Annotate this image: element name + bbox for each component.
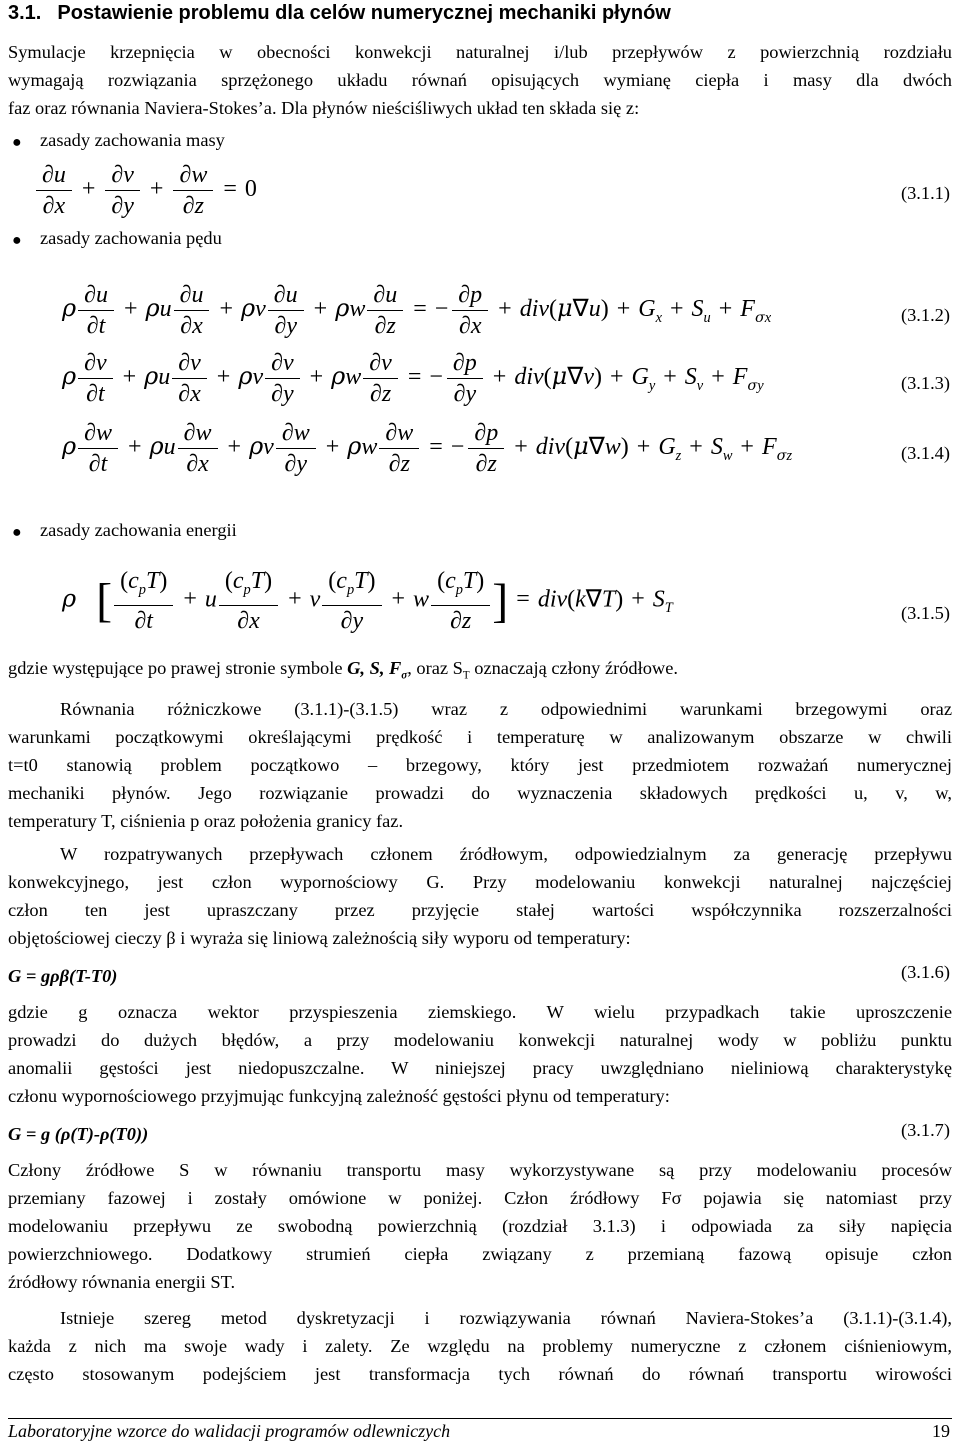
equation-number: (3.1.1) xyxy=(900,183,950,203)
section-number: 3.1. xyxy=(8,2,42,24)
paragraph-line: Istnieje szereg metod dyskretyzacji i rozwiązywania równań Naviera-Stokes’a (3.1.1)-(3.1.4), xyxy=(60,1308,952,1328)
bullet-mass: zasady zachowania masy xyxy=(40,130,225,150)
paragraph-line: przemiany fazowej i zostały omówione w poniżej. Człon źródłowy Fσ pojawia się natomiast przy xyxy=(8,1188,952,1208)
paragraph-line: anomalii gęstości jest niedopuszczalne. W niniejszej pracy uwzględniano nieliniową charakterystykę xyxy=(8,1058,952,1078)
source-terms-middle: , oraz S xyxy=(407,658,463,678)
paragraph-line: Równania różniczkowe (3.1.1)-(3.1.5) wraz z odpowiednimi warunkami brzegowymi oraz xyxy=(60,699,952,719)
bullet-energy: zasady zachowania energii xyxy=(40,520,237,540)
paragraph-line: człon ten jest upraszczany przez przyjęcie stałej wartości współczynnika rozszerzalności xyxy=(8,900,952,920)
paragraph-line: prowadzi do dużych błędów, a przy modelowaniu konwekcji naturalnej wody w pobliżu punktu xyxy=(8,1030,952,1050)
bullet-icon: ● xyxy=(12,524,22,541)
paragraph-line: powierzchniowego. Dodatkowy strumień ciepła związany z przemianą fazową opisuje człon xyxy=(8,1244,952,1264)
paragraph-line: objętościowej cieczy β i wyraża się liniową zależnością siły wyporu od temperatury: xyxy=(8,928,631,948)
paragraph-line: często stosowanym podejściem jest transformacja tych równań do równań transportu wirowości xyxy=(8,1364,952,1384)
section-title: Postawienie problemu dla celów numerycznej mechaniki płynów xyxy=(57,2,671,24)
paragraph-4 xyxy=(8,1156,952,1296)
source-terms-symbols: G, S, F xyxy=(347,658,402,678)
equation-momentum-y: ρ $\frac{\partial v}{\partial t}$ + ρu $\frac{\partial v}{\partial x}$ + ρv $\frac{\partial v}{\partial y}$ + ρw $\frac{\partial v}{\partial z}$ = − $\frac{\partial p}{\partial y}$ + $div(\mu\nabla v) + G_y + S_v + F_{\sigma y}$ xyxy=(62,350,764,407)
equation-buoyancy-linear: G = gρβ(T-T0) xyxy=(8,966,118,986)
footer-divider xyxy=(8,1418,952,1419)
equation-number: (3.1.5) xyxy=(900,603,950,623)
paragraph-line: W rozpatrywanych przepływach członem źródłowym, odpowiedzialnym za generację przepływu xyxy=(60,844,952,864)
bullet-icon: ● xyxy=(12,232,22,249)
source-terms-sigma: σ xyxy=(401,669,408,682)
equation-number: (3.1.4) xyxy=(900,443,950,463)
paragraph-line: źródłowy równania energii ST. xyxy=(8,1272,236,1292)
page-number: 19 xyxy=(932,1421,950,1441)
paragraph-line: członu wyporności​owego przyjmując funkcyjną zależność gęstości płynu od temperatury: xyxy=(8,1086,670,1106)
equation-number: (3.1.7) xyxy=(900,1120,950,1140)
bullet-icon: ● xyxy=(12,134,22,151)
equation-momentum-z: ρ $\frac{\partial w}{\partial t}$ + ρu $\frac{\partial w}{\partial x}$ + ρv $\frac{\partial w}{\partial y}$ + ρw $\frac{\partial w}{\partial z}$ = − $\frac{\partial p}{\partial z}$ + $div(\mu\nabla w) + G_z + S_w + F_{\sigma z}$ xyxy=(62,420,793,477)
paragraph-5 xyxy=(8,1304,952,1388)
paragraph-line: gdzie g oznacza wektor przyspieszenia ziemskiego. W wielu przypadkach takie uproszczenie xyxy=(8,1002,952,1022)
section-heading xyxy=(8,2,671,25)
footer-title: Laboratoryjne wzorce do walidacji programów odlewniczych xyxy=(8,1421,451,1441)
equation-continuity: $\frac{\partial u}{\partial x}$ + $\frac{\partial v}{\partial y}$ + $\frac{\partial w}{\partial z}$ = 0 xyxy=(34,160,257,221)
equation-number: (3.1.3) xyxy=(900,373,950,393)
intro-line: faz oraz równania Naviera-Stokes’a. Dla płynów nieściśliwych układ ten składa się z: xyxy=(8,98,640,118)
intro-line: Symulacje krzepnięcia w obecności konwekcji naturalnej i/lub przepływów z powierzchnią rozdziału xyxy=(8,42,952,62)
paragraph-line: t=t0 stanowią problem początkowo – brzegowy, który jest przedmiotem rozważań numerycznej xyxy=(8,755,952,775)
equation-momentum-x: ρ $\frac{\partial u}{\partial t}$ + ρu $\frac{\partial u}{\partial x}$ + ρv $\frac{\partial u}{\partial y}$ + ρw $\frac{\partial u}{\partial z}$ = − $\frac{\partial p}{\partial x}$ + $div(\mu\nabla u) + G_x + S_u + F_{\sigma x}$ xyxy=(62,282,772,339)
source-terms-sub: T xyxy=(462,669,470,682)
paragraph-2 xyxy=(8,840,952,952)
source-terms-prefix: gdzie występujące po prawej stronie symbole xyxy=(8,658,348,678)
equation-number: (3.1.6) xyxy=(900,962,950,982)
paragraph-line: warunkami początkowymi określającymi prędkość i temperaturę w analizowanym obszarze w chwili xyxy=(8,727,952,747)
paragraph-line: Człony źródłowe S w równaniu transportu masy wykorzystywane są przy modelowaniu procesów xyxy=(8,1160,952,1180)
paragraph-line: temperatury T, ciśnienia p oraz położenia granicy faz. xyxy=(8,811,404,831)
intro-line: wymagają rozwiązania sprzężonego układu równań opisujących wymianę ciepła i masy dla dwóch xyxy=(8,70,952,90)
paragraph-3 xyxy=(8,998,952,1110)
source-terms-suffix: oznaczają człony źródłowe. xyxy=(469,658,678,678)
paragraph-line: modelowaniu przepływu ze swobodną powierzchnią (rozdział 3.1.3) i odpowiada za siły napięcia xyxy=(8,1216,952,1236)
equation-number: (3.1.2) xyxy=(900,305,950,325)
paragraph-line: każda z nich ma swoje wady i zalety. Ze względu na problemy numeryczne z członem ciśnieniowym, xyxy=(8,1336,952,1356)
source-terms-sentence xyxy=(8,654,952,690)
paragraph-line: konwekcyjnego, jest człon wyporności​owy G. Przy modelowaniu konwekcji naturalnej najczęściej xyxy=(8,872,952,892)
intro-paragraph xyxy=(8,38,952,122)
paragraph-line: mechaniki płynów. Jego rozwiązanie prowadzi do wyznaczenia składowych prędkości u, v, w, xyxy=(8,783,952,803)
equation-energy: ρ [ $\frac{(c_pT)}{\partial t}$ + u $\frac{(c_pT)}{\partial x}$ + v $\frac{(c_pT)}{\partial y}$ + w $\frac{(c_pT)}{\partial z}$ ] = $div(k\nabla T) + S_T$ xyxy=(62,568,673,634)
paragraph-1 xyxy=(8,695,952,835)
equation-buoyancy-nonlinear: G = g (ρ(T)-ρ(T0)) xyxy=(8,1124,149,1144)
bullet-momentum: zasady zachowania pędu xyxy=(40,228,222,248)
